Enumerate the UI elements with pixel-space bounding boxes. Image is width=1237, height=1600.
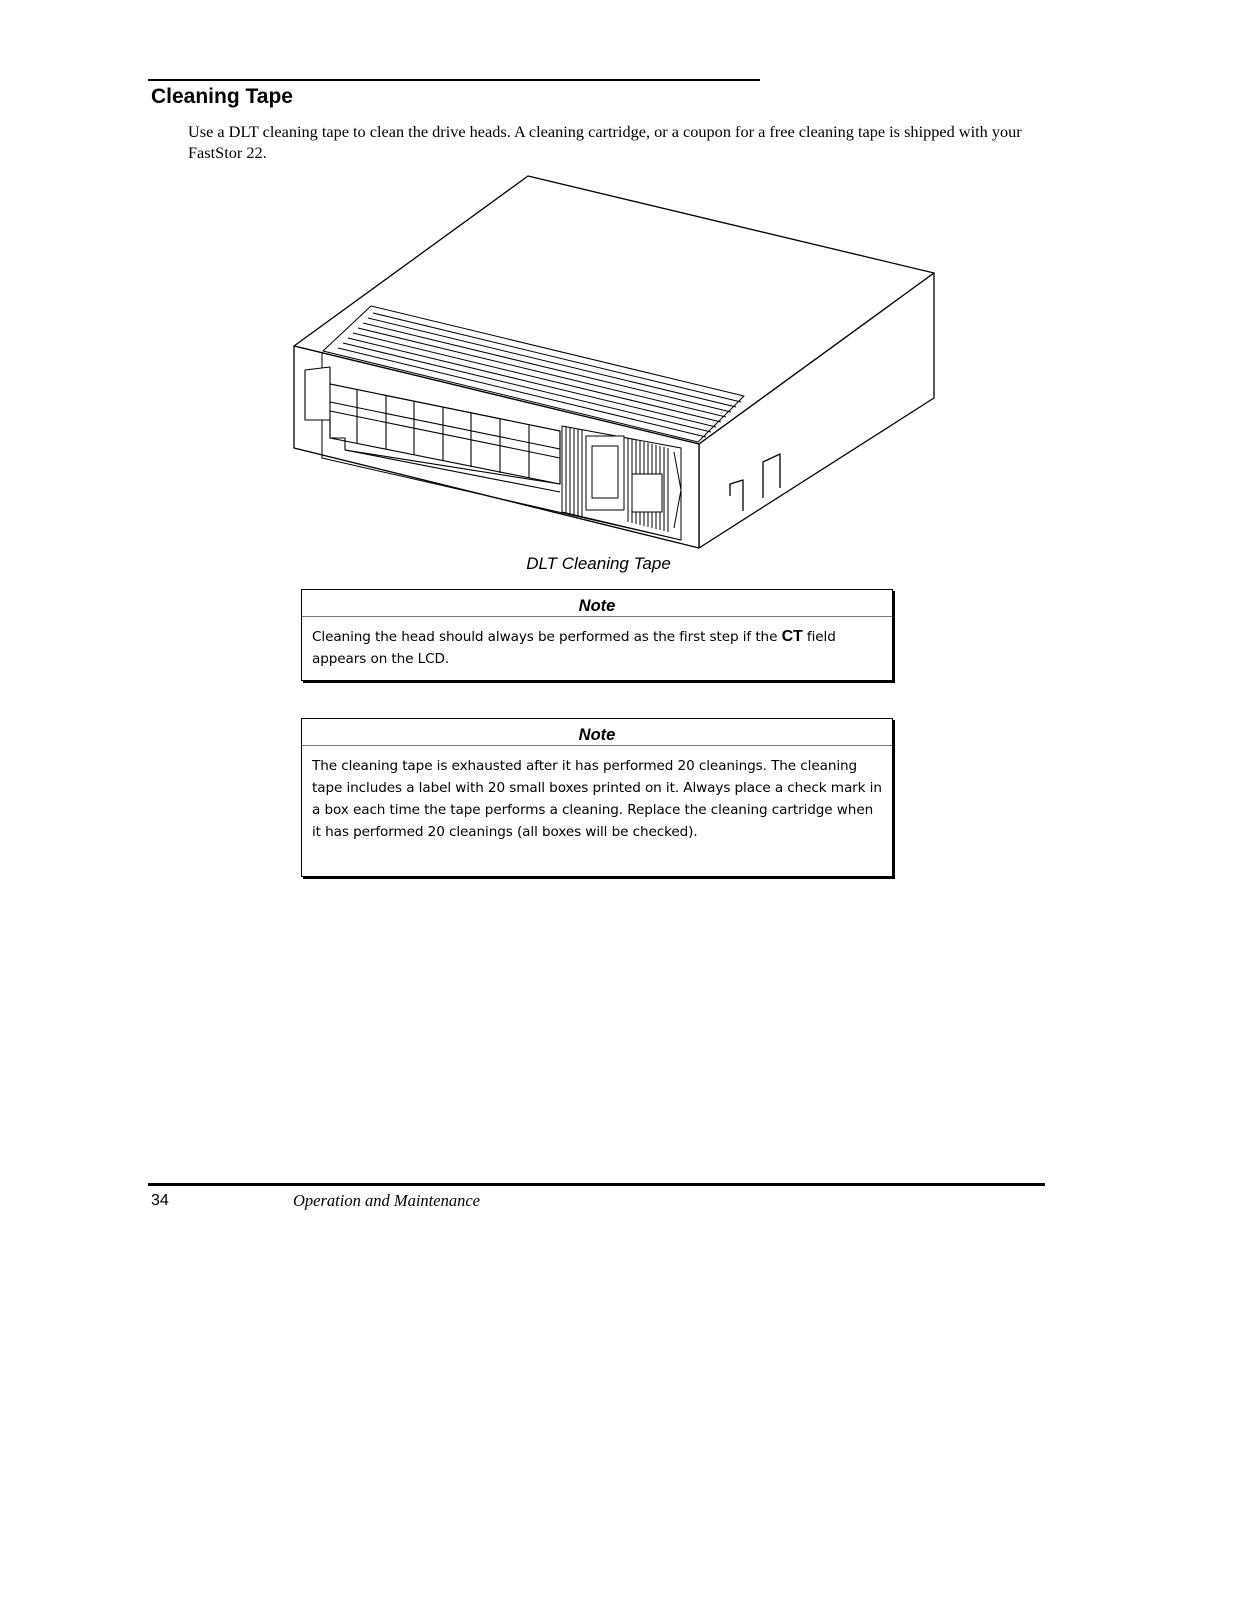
footer-rule — [148, 1183, 1045, 1186]
header-rule — [148, 79, 760, 81]
page-number: 34 — [151, 1192, 169, 1209]
note-text-start: Cleaning the head should always be performed as the first step if the — [312, 629, 782, 645]
note-title: Note — [302, 719, 892, 746]
note-box — [301, 589, 893, 681]
note-title: Note — [302, 590, 892, 617]
footer-chapter-title: Operation and Maintenance — [293, 1191, 480, 1210]
note-box — [301, 718, 893, 877]
dlt-cleaning-tape-illustration — [290, 172, 940, 552]
note-text-end: field appears on the LCD. — [312, 629, 836, 667]
note-text: The cleaning tape is exhausted after it has performed 20 cleanings. The cleaning tape includes a label with 20 small boxes printed on it. Always place a check mark in a box each time the tape performs a cleaning. Replace the cleaning cartridge when it has performed 20 cleanings (all boxes will be checked). — [312, 758, 882, 840]
figure-caption: DLT Cleaning Tape — [526, 554, 671, 573]
intro-paragraph: Use a DLT cleaning tape to clean the drive heads. A cleaning cartridge, or a coupon for a free cleaning tape is shipped with your FastStor 22. — [188, 122, 1022, 162]
lcd-field-code: CT — [781, 628, 803, 645]
section-title: Cleaning Tape — [151, 85, 293, 108]
note-text — [302, 617, 892, 670]
